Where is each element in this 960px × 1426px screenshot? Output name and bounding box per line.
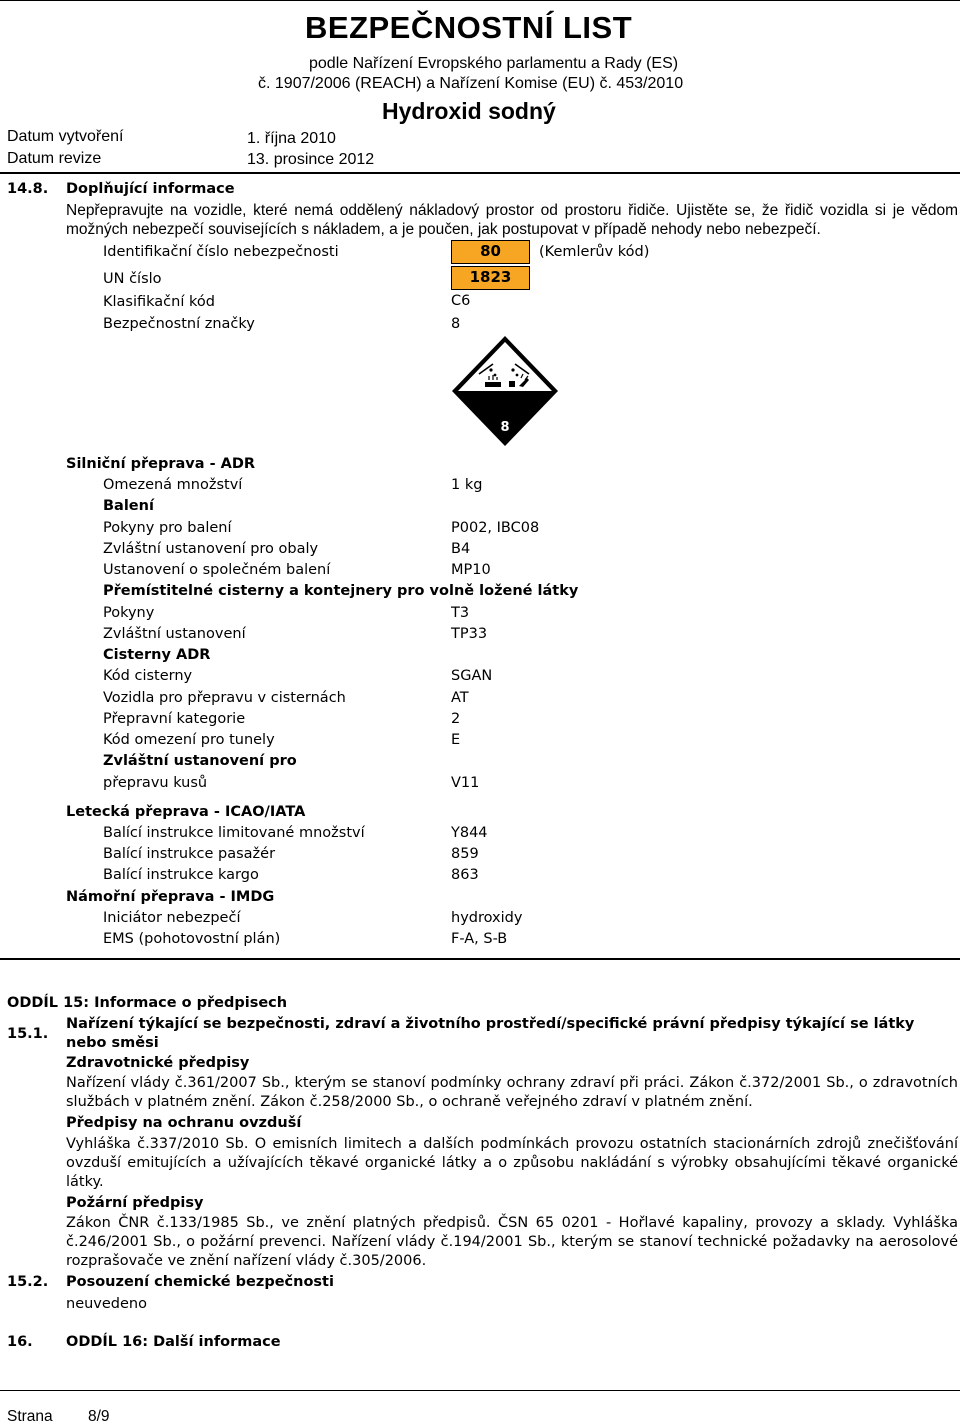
imdg-title: Námořní přeprava - IMDG (66, 889, 275, 905)
safety-signs-label: Bezpečnostní značky (103, 316, 255, 332)
un-number-label: UN číslo (103, 271, 162, 287)
section-title-15-2: Posouzení chemické bezpečnosti (66, 1274, 334, 1290)
corrosive-hazard-pictogram (449, 334, 561, 448)
row-value: Y844 (451, 825, 488, 841)
row-value: TP33 (451, 625, 488, 642)
row-label: Iniciátor nebezpečí (103, 910, 241, 926)
row-value: B4 (451, 540, 471, 557)
section-title-15-1: Nařízení týkající se bezpečnosti, zdraví a životního prostředí/specifické právní předpisy týkající se látky nebo směsi (66, 1016, 915, 1051)
row-value: 863 (451, 867, 479, 884)
health-title: Zdravotnické předpisy (66, 1055, 250, 1071)
section-15-title: ODDÍL 15: Informace o předpisech (7, 995, 288, 1011)
section-title-14-8: Doplňující informace (66, 181, 235, 197)
classification-code-label: Klasifikační kód (103, 294, 215, 310)
row-label: EMS (pohotovostní plán) (103, 931, 281, 948)
header-divider (0, 172, 960, 174)
row-value: 1 kg (451, 477, 483, 493)
icao-title: Letecká přeprava - ICAO/IATA (66, 804, 306, 820)
row-value: 859 (451, 846, 479, 863)
row-value: AT (451, 689, 469, 706)
row-label: Omezená množství (103, 477, 243, 493)
air-title: Předpisy na ochranu ovzduší (66, 1115, 302, 1131)
page-number: 8/9 (88, 1408, 110, 1425)
fire-text: Zákon ČNR č.133/1985 Sb., ve znění platných předpisů. ČSN 65 0201 - Hořlavé kapaliny, provozy a sklady. Vyhláška č.246/2001 Sb., o požární prevenci. Nařízení vlády č.194/2001 Sb., kterým se stanoví technické požadavky na aerosolové rozprašovače ve znění nařízení vlády č.305/2006. (66, 1215, 958, 1269)
fire-title: Požární předpisy (66, 1195, 204, 1211)
safety-signs-value: 8 (451, 316, 461, 332)
classification-code-value: C6 (451, 293, 471, 309)
hazard-id-box: 80 (451, 240, 530, 264)
row-label: Pokyny pro balení (103, 519, 232, 536)
footer-divider (0, 1390, 960, 1391)
section-number-14-8: 14.8. (7, 181, 49, 197)
row-label: Vozidla pro přepravu v cisternách (103, 689, 346, 706)
section-number-16: 16. (7, 1334, 33, 1350)
row-label: Cisterny ADR (103, 647, 211, 663)
row-value: F-A, S-B (451, 931, 508, 948)
row-value: MP10 (451, 562, 491, 578)
row-label: Zvláštní ustanovení pro obaly (103, 540, 319, 557)
adr-title: Silniční přeprava - ADR (66, 456, 256, 472)
row-value: SGAN (451, 668, 493, 685)
row-value: 2 (451, 710, 461, 727)
air-text: Vyhláška č.337/2010 Sb. O emisních limitech a dalších podmínkách provozu ostatních stacionárních zdrojů znečišťování ovzduší emitujících a užívajících těkavé organické látky a o způsobu nakládání s výrobky obsahujícími těkavé organické látky. (66, 1136, 958, 1190)
pictogram-class-number: 8 (500, 420, 510, 435)
row-label: Balící instrukce pasažér (103, 846, 276, 863)
revised-date: 13. prosince 2012 (247, 151, 375, 168)
un-number-box: 1823 (451, 266, 530, 290)
page-label: Strana (7, 1408, 53, 1425)
row-label: Balící instrukce limitované množství (103, 825, 365, 841)
row-label: Pokyny (103, 604, 155, 621)
transport-note: Nepřepravujte na vozidle, které nemá oddělený nákladový prostor od prostoru řidiče. Ujistěte se, že řidič vozidla si je vědom možných nebezpečí souvisejících s nákladem, a je poučen, jak postupovat v případě nehody nebo nebezpečí. (66, 202, 958, 238)
hazard-id-label: Identifikační číslo nebezpečnosti (103, 244, 339, 260)
row-value: hydroxidy (451, 910, 523, 926)
regulation-line-2: č. 1907/2006 (REACH) a Nařízení Komise (EU) č. 453/2010 (258, 75, 684, 92)
row-value: P002, IBC08 (451, 519, 540, 536)
kemler-note: (Kemlerův kód) (539, 244, 650, 260)
section-title-16: ODDÍL 16: Další informace (66, 1334, 281, 1350)
health-text: Nařízení vlády č.361/2007 Sb., kterým se stanoví podmínky ochrany zdraví při práci. Zákon č.372/2001 Sb., o zdravotních službách v platném znění. Zákon č.258/2000 Sb., o ochraně veřejného zdraví v platném znění. (66, 1075, 958, 1110)
row-label: Přepravní kategorie (103, 710, 246, 727)
section-number-15-1: 15.1. (7, 1026, 49, 1042)
row-label: Přemístitelné cisterny a kontejnery pro volně ložené látky (103, 583, 579, 600)
row-label: Kód cisterny (103, 668, 193, 685)
document-title: BEZPEČNOSTNÍ LIST (305, 10, 633, 45)
section-number-15-2: 15.2. (7, 1274, 49, 1290)
row-label: Balící instrukce kargo (103, 867, 259, 884)
section-text-15-2: neuvedeno (66, 1296, 147, 1312)
row-label: Kód omezení pro tunely (103, 732, 275, 748)
product-name: Hydroxid sodný (382, 98, 556, 124)
created-date: 1. října 2010 (247, 130, 336, 147)
revised-label: Datum revize (7, 150, 102, 167)
row-label: Balení (103, 498, 154, 515)
created-label: Datum vytvoření (7, 128, 124, 145)
row-value: V11 (451, 774, 480, 791)
row-value: E (451, 732, 461, 748)
row-label: přepravu kusů (103, 774, 208, 791)
section-14-divider (0, 958, 960, 960)
row-label: Zvláštní ustanovení pro (103, 753, 297, 770)
row-label: Ustanovení o společném balení (103, 562, 331, 578)
row-label: Zvláštní ustanovení (103, 625, 246, 642)
regulation-line-1: podle Nařízení Evropského parlamentu a Rady (ES) (309, 55, 679, 72)
row-value: T3 (451, 604, 470, 621)
top-border (0, 0, 960, 1)
